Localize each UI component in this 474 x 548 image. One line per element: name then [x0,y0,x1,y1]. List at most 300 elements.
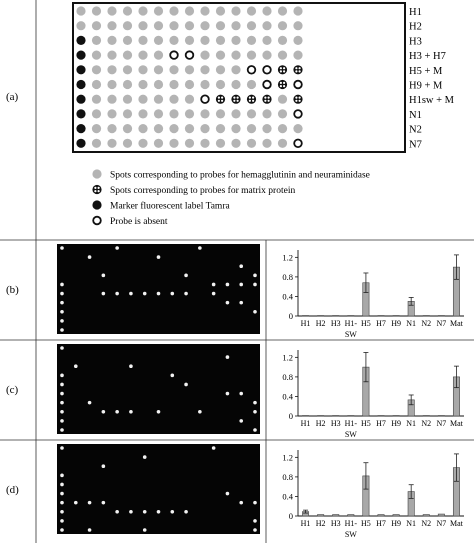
array-spot [216,109,225,118]
scan-spot [226,392,230,396]
array-spot [278,95,287,104]
scan-spot [157,410,161,414]
array-legend [92,169,369,227]
array-spot [247,124,256,133]
array-spot [92,6,101,15]
array-spot [200,21,209,30]
array-row-label: H3 + H7 [409,51,446,62]
scan-spot [212,292,216,296]
array-spot [278,6,287,15]
x-tick-label: H5 [361,519,371,528]
array-spot [201,95,209,103]
scan-spot [60,492,64,496]
legend-symbol-matrix [92,185,101,194]
scan-spot [60,374,64,378]
scan-spot [226,492,230,496]
legend-text: Marker fluorescent label Tamra [110,201,230,212]
scan-spot [60,519,64,523]
array-spot [278,21,287,30]
scan-spot [60,401,64,405]
x-tick-label: H1- [345,419,358,428]
y-tick-label: 0 [289,411,293,421]
scan-spot [60,446,64,450]
y-tick-label: 0.8 [282,372,293,382]
array-spot [138,6,147,15]
scan-spot [88,401,92,405]
array-spot [169,36,178,45]
scan-spot [143,528,147,532]
x-tick-label: N1 [406,419,416,428]
scan-spot [212,283,216,287]
scan-image-b [57,244,260,334]
scan-spot [170,510,174,514]
scan-spot [253,401,257,405]
array-spot [107,80,116,89]
array-spot [92,51,101,60]
array-spot [76,95,85,104]
array-spot [123,21,132,30]
array-spots [76,6,302,148]
x-tick-label: H7 [376,319,386,328]
y-tick-label: 0.4 [282,391,293,401]
array-spot [293,36,302,45]
x-tick-sublabel: SW [345,330,357,339]
array-spot [76,21,85,30]
array-spot [294,110,302,118]
scan-spot [60,383,64,387]
x-tick-label: H9 [391,519,401,528]
scan-spot [60,474,64,478]
array-spot [293,21,302,30]
array-spot [76,139,85,148]
array-spot [231,139,240,148]
bar [438,514,444,516]
x-tick-label: N7 [436,419,446,428]
scan-spot [60,292,64,296]
x-tick-label: N1 [406,519,416,528]
scan-spot [253,283,257,287]
scan-spot [60,246,64,250]
x-tick-label: H2 [316,419,326,428]
array-spot [278,80,287,89]
x-tick-label: H7 [376,519,386,528]
scan-spot [129,510,133,514]
array-spot [169,21,178,30]
y-tick-label: 1.2 [282,452,293,462]
array-spot [247,95,256,104]
array-spot [138,139,147,148]
x-tick-label: H1 [301,519,311,528]
array-spot [294,140,302,148]
array-spot [76,109,85,118]
array-spot [154,109,163,118]
array-spot [154,139,163,148]
array-spot [76,6,85,15]
array-spot [200,139,209,148]
scan-spot [60,419,64,423]
legend-text: Spots corresponding to probes for hemagglutinin and neuraminidase [110,170,370,181]
array-spot [216,80,225,89]
x-tick-label: Mat [450,419,464,428]
array-spot [107,51,116,60]
array-spot [76,51,85,60]
array-spot [138,80,147,89]
x-tick-label: N2 [421,419,431,428]
x-tick-label: H1 [301,319,311,328]
scan-spot [184,292,188,296]
array-spot [138,65,147,74]
bar [393,515,399,516]
array-spot [138,109,147,118]
scan-spot [115,292,119,296]
array-spot [169,139,178,148]
array-spot [138,21,147,30]
legend-symbol-hema [92,169,101,178]
array-spot [123,6,132,15]
array-spot [231,21,240,30]
scan-spot [253,528,257,532]
bar-chart-d [282,450,464,539]
scan-spot [60,301,64,305]
array-spot [138,124,147,133]
y-tick-label: 1.2 [282,352,293,362]
array-spot [200,65,209,74]
array-spot [107,109,116,118]
legend-text: Spots corresponding to probes for matrix protein [110,185,295,196]
y-tick-label: 1.2 [282,252,293,262]
array-spot [107,124,116,133]
array-spot [263,66,271,74]
array-spot [123,109,132,118]
array-spot [262,21,271,30]
array-spot [216,139,225,148]
scan-spot [102,501,106,505]
array-spot [107,139,116,148]
array-spot [200,109,209,118]
array-spot [123,139,132,148]
array-spot [185,124,194,133]
scan-spot [226,283,230,287]
array-spot [278,65,287,74]
array-spot [76,124,85,133]
array-spot [200,51,209,60]
scan-spot [239,283,243,287]
x-tick-label: Mat [450,319,464,328]
panel-label-c: (c) [6,384,19,396]
scan-spot [60,310,64,314]
array-spot [92,80,101,89]
array-spot [247,21,256,30]
array-spot [248,66,256,74]
array-spot [278,51,287,60]
array-spot [216,21,225,30]
scan-spot [239,392,243,396]
array-spot [76,80,85,89]
scan-spot [60,346,64,350]
array-spot [262,95,271,104]
x-tick-label: N7 [436,519,446,528]
array-spot [216,6,225,15]
array-row-label: N1 [409,110,422,121]
array-spot [92,124,101,133]
scan-spot [239,501,243,505]
bar [378,515,384,516]
scan-spot [129,364,133,368]
array-spot [169,95,178,104]
x-tick-label: H1- [345,319,358,328]
legend-symbol-marker [92,200,101,209]
array-spot [186,51,194,59]
scan-spot [60,501,64,505]
array-spot [293,6,302,15]
scan-spot [60,328,64,332]
array-spot [123,36,132,45]
x-tick-label: H2 [316,519,326,528]
array-spot [262,51,271,60]
array-spot [278,36,287,45]
x-tick-label: H3 [331,319,341,328]
scan-spot [253,310,257,314]
array-spot [138,95,147,104]
array-spot [231,109,240,118]
scan-spot [143,455,147,459]
array-row-label: N2 [409,125,422,136]
array-spot [107,95,116,104]
array-spot [185,95,194,104]
array-spot [293,95,302,104]
array-spot [185,21,194,30]
scan-spot [88,528,92,532]
x-tick-label: Mat [450,519,464,528]
scan-spot [239,419,243,423]
array-spot [262,36,271,45]
array-row-label: H2 [409,22,422,33]
scan-spot [60,428,64,432]
array-spot [200,36,209,45]
array-spot [231,95,240,104]
array-spot [154,51,163,60]
array-spot [231,6,240,15]
x-tick-label: H9 [391,319,401,328]
scan-spot [60,528,64,532]
scan-spot [226,355,230,359]
scan-spot [253,410,257,414]
array-spot [154,95,163,104]
scan-spot [60,483,64,487]
array-spot [107,36,116,45]
bar-chart-b [282,250,464,339]
array-spot [185,109,194,118]
scan-spot [88,255,92,259]
array-spot [262,124,271,133]
scan-spot [212,446,216,450]
array-spot [92,36,101,45]
scan-spot [74,501,78,505]
array-spot [216,124,225,133]
array-spot [154,80,163,89]
array-spot [138,36,147,45]
array-spot [293,65,302,74]
scan-spot [239,264,243,268]
array-spot [278,139,287,148]
scan-spot [102,274,106,278]
x-tick-label: H1 [301,419,311,428]
array-spot [247,109,256,118]
array-spot [154,21,163,30]
scan-spot [115,410,119,414]
scan-spot [74,364,78,368]
array-spot [154,124,163,133]
array-spot [247,51,256,60]
bar [423,515,429,516]
array-spot [123,124,132,133]
scan-spot [253,519,257,523]
bar [317,515,323,516]
scan-spot [184,510,188,514]
array-row-label: N7 [409,139,422,150]
array-spot [293,124,302,133]
scan-spot [253,428,257,432]
x-tick-label: H2 [316,319,326,328]
scan-spot [60,283,64,287]
array-spot [107,65,116,74]
array-spot [216,36,225,45]
scan-spot [198,246,202,250]
array-spot [154,6,163,15]
array-spot [293,51,302,60]
scan-spot [253,501,257,505]
y-tick-label: 0.4 [282,291,293,301]
array-spot [92,21,101,30]
scan-spot [115,510,119,514]
array-spot [92,95,101,104]
array-spot [200,124,209,133]
array-spot [231,51,240,60]
scan-spot [60,410,64,414]
array-row-label: H1sw + M [409,95,455,106]
array-spot [169,6,178,15]
panel-label-b: (b) [6,284,19,296]
x-tick-sublabel: SW [345,530,357,539]
array-spot [185,6,194,15]
panel-label-d: (d) [6,484,19,496]
array-spot [231,124,240,133]
array-spot [247,139,256,148]
scan-image-d [57,444,260,534]
y-tick-label: 0.8 [282,472,293,482]
array-spot [278,109,287,118]
array-spot [247,80,256,89]
array-spot [185,36,194,45]
scan-spot [102,292,106,296]
legend-symbol-absent [93,217,101,225]
scan-spot [129,410,133,414]
x-tick-label: N1 [406,319,416,328]
array-spot [92,65,101,74]
array-spot [185,65,194,74]
array-spot [92,139,101,148]
array-spot [262,109,271,118]
scan-spot [253,274,257,278]
x-tick-label: N2 [421,319,431,328]
scan-image-c [57,344,260,434]
x-tick-label: H5 [361,419,371,428]
array-spot [231,36,240,45]
bar [333,515,339,516]
array-spot [216,51,225,60]
legend-text: Probe is absent [110,217,168,227]
array-spot [76,36,85,45]
array-spot [170,51,178,59]
array-spot [154,65,163,74]
x-tick-sublabel: SW [345,430,357,439]
scan-spot [60,510,64,514]
array-row-label: H3 [409,36,422,47]
y-tick-label: 0.8 [282,272,293,282]
x-tick-label: H3 [331,519,341,528]
scan-spot [184,383,188,387]
array-spot [76,65,85,74]
array-spot [247,36,256,45]
scan-spot [88,501,92,505]
scan-spot [157,510,161,514]
scan-spot [129,292,133,296]
scan-spot [60,392,64,396]
array-spot [200,80,209,89]
scan-spot [184,274,188,278]
x-tick-label: H7 [376,419,386,428]
array-spot [92,109,101,118]
x-tick-label: H5 [361,319,371,328]
y-tick-label: 0 [289,311,293,321]
scan-spot [157,255,161,259]
bar [348,515,354,516]
array-spot [263,81,271,89]
array-spot [262,6,271,15]
array-spot [169,109,178,118]
array-spot [169,65,178,74]
bar-chart-c [282,350,464,439]
scan-spot [143,292,147,296]
array-spot [169,80,178,89]
array-row-label: H1 [409,7,422,18]
scan-spot [60,319,64,323]
scan-spot [170,292,174,296]
x-tick-label: H3 [331,419,341,428]
array-spot [278,124,287,133]
array-row-label: H5 + M [409,66,443,77]
x-tick-label: N7 [436,319,446,328]
y-tick-label: 0 [289,511,293,521]
array-spot [247,6,256,15]
array-spot [169,124,178,133]
array-spot [185,80,194,89]
array-row-label: H9 + M [409,81,443,92]
array-spot [216,95,225,104]
scan-spot [239,301,243,305]
scan-spot [198,410,202,414]
array-spot [123,80,132,89]
array-spot [294,81,302,89]
scan-spot [115,246,119,250]
scan-spot [157,292,161,296]
array-spot [107,6,116,15]
array-spot [123,51,132,60]
array-spot [262,139,271,148]
scan-background [57,444,260,534]
array-row-labels [409,7,455,150]
scan-spot [170,374,174,378]
